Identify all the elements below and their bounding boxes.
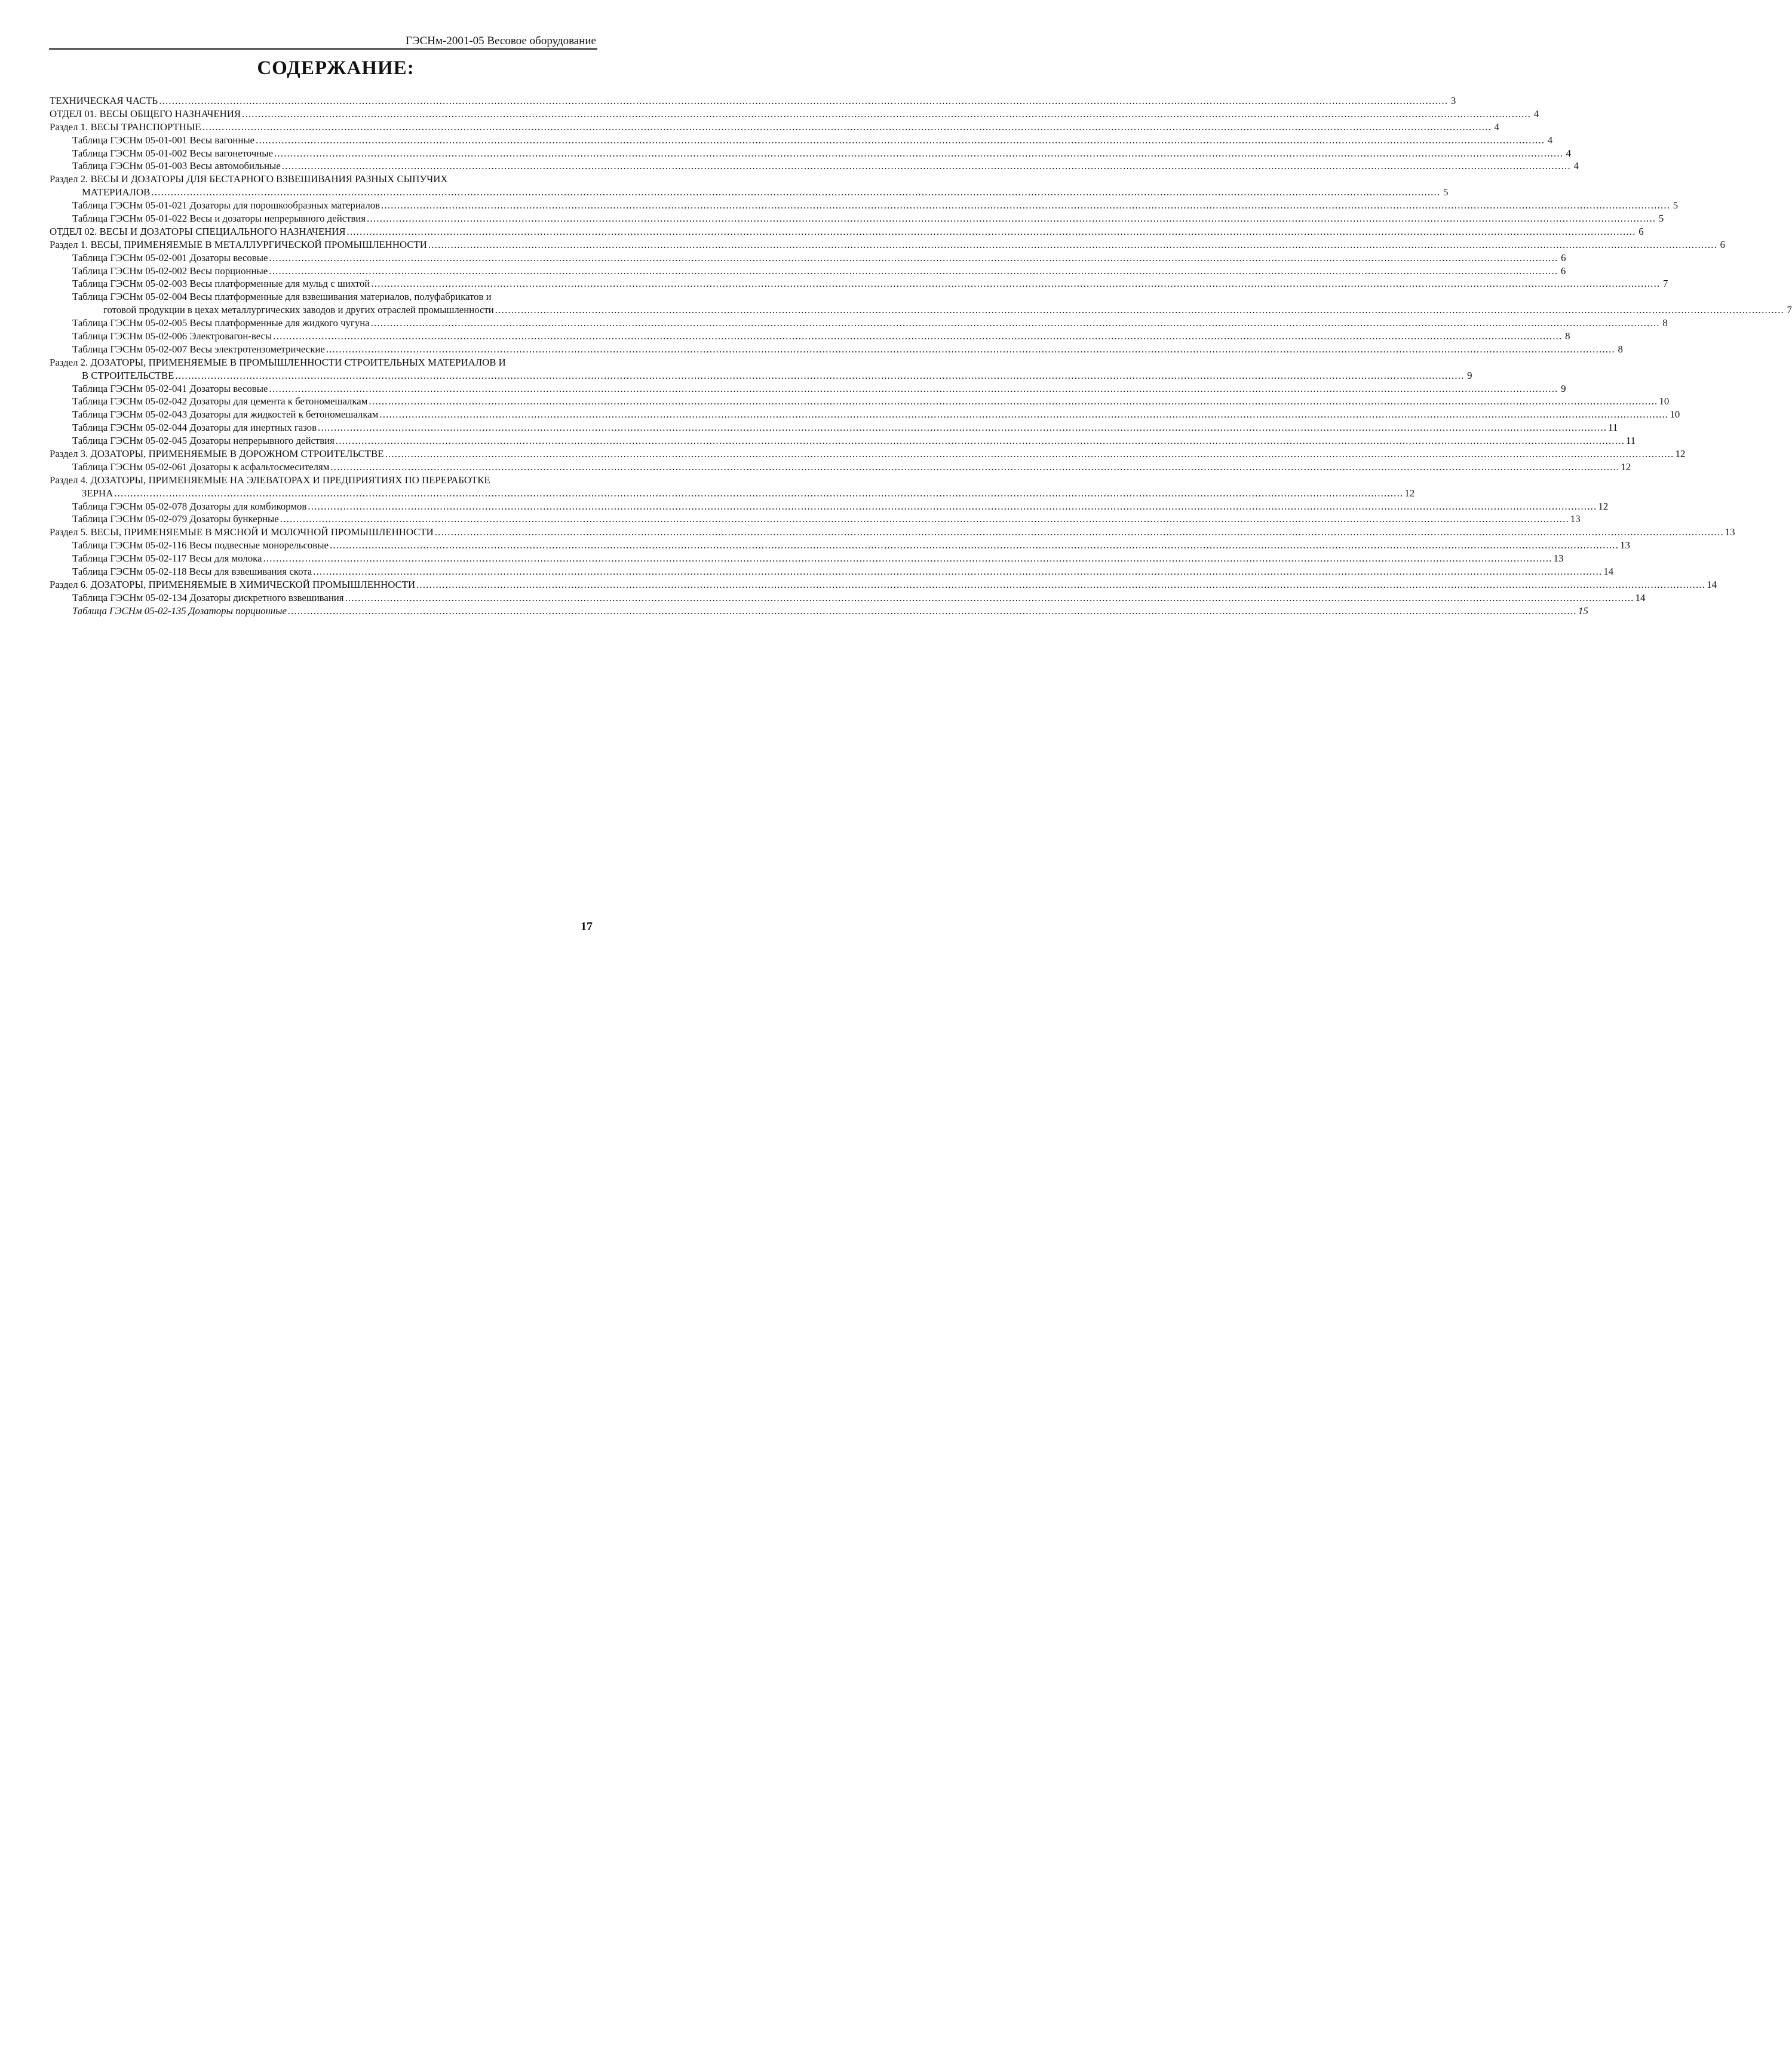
toc-entry-page: 13 xyxy=(1620,539,1630,551)
toc-dot-leader: ................................................................................................................................................................................................................................................................................................................................................................................................................ xyxy=(345,591,1634,603)
toc-entry-title: Таблица ГЭСНм 05-01-003 Весы автомобильные xyxy=(72,160,281,172)
toc-entry-page: 4 xyxy=(1547,134,1553,146)
toc-entry-page: 6 xyxy=(1638,225,1644,237)
header-rule xyxy=(49,48,597,50)
toc-entry-title: Таблица ГЭСНм 05-02-079 Дозаторы бункерные xyxy=(72,513,279,525)
toc-entry xyxy=(50,565,1614,578)
toc-entry xyxy=(50,369,1472,382)
toc-entry-page: 10 xyxy=(1670,409,1680,421)
toc-dot-leader: ................................................................................................................................................................................................................................................................................................................................................................................................................ xyxy=(274,147,1564,159)
toc-dot-leader: ................................................................................................................................................................................................................................................................................................................................................................................................................ xyxy=(151,186,1441,198)
toc-entry-page: 15 xyxy=(1578,605,1588,617)
toc-entry xyxy=(50,252,1566,265)
toc-entry-page: 3 xyxy=(1450,94,1456,106)
toc-entry xyxy=(50,186,1449,199)
toc-entry-title: Таблица ГЭСНм 05-02-006 Электровагон-весы xyxy=(72,330,272,342)
toc-entry-page: 6 xyxy=(1720,238,1726,250)
toc-entry-title: Раздел 5. ВЕСЫ, ПРИМЕНЯЕМЫЕ В МЯСНОЙ И МОЛОЧНОЙ ПРОМЫШЛЕННОСТИ xyxy=(50,526,434,538)
toc-dot-leader: ................................................................................................................................................................................................................................................................................................................................................................................................................ xyxy=(202,121,1492,133)
toc-entry xyxy=(50,94,1456,108)
toc-dot-leader: ................................................................................................................................................................................................................................................................................................................................................................................................................ xyxy=(367,213,1656,224)
toc-entry-title: Таблица ГЭСНм 05-02-045 Дозаторы непрерывного действия xyxy=(72,435,335,447)
running-header: ГЭСНм-2001-05 Весовое оборудование xyxy=(406,35,596,47)
toc-entry-page: 6 xyxy=(1560,265,1566,277)
toc-entry-title: Таблица ГЭСНм 05-02-005 Весы платформенные для жидкого чугуна xyxy=(72,317,370,329)
toc-entry xyxy=(50,265,1566,278)
toc-entry-page: 12 xyxy=(1675,448,1686,460)
toc-entry-page: 6 xyxy=(1561,252,1566,263)
toc-entry xyxy=(50,160,1579,173)
toc-dot-leader: ................................................................................................................................................................................................................................................................................................................................................................................................................ xyxy=(263,553,1552,565)
toc-entry xyxy=(50,500,1609,513)
toc-entry xyxy=(50,343,1623,356)
toc-entry-title: Таблица ГЭСНм 05-02-041 Дозаторы весовые xyxy=(72,382,268,394)
toc-dot-leader: ................................................................................................................................................................................................................................................................................................................................................................................................................ xyxy=(416,578,1706,590)
toc-entry-page: 9 xyxy=(1467,369,1472,381)
toc-dot-leader: ................................................................................................................................................................................................................................................................................................................................................................................................................ xyxy=(269,382,1558,394)
toc-entry xyxy=(50,591,1646,605)
toc-entry xyxy=(50,421,1618,434)
toc-entry-page: 13 xyxy=(1725,526,1735,538)
toc-dot-leader: ................................................................................................................................................................................................................................................................................................................................................................................................................ xyxy=(371,278,1661,290)
toc-entry-page: 5 xyxy=(1673,200,1679,211)
toc-entry xyxy=(50,317,1668,330)
toc-entry-title: ОТДЕЛ 02. ВЕСЫ И ДОЗАТОРЫ СПЕЦИАЛЬНОГО НАЗНАЧЕНИЯ xyxy=(50,225,346,237)
toc-entry-title: ТЕХНИЧЕСКАЯ ЧАСТЬ xyxy=(50,94,158,106)
toc-dot-leader: ................................................................................................................................................................................................................................................................................................................................................................................................................ xyxy=(318,422,1607,434)
toc-entry xyxy=(50,134,1553,147)
toc-entry xyxy=(50,330,1570,343)
toc-dot-leader: ................................................................................................................................................................................................................................................................................................................................................................................................................ xyxy=(114,487,1404,499)
toc-entry-page: 12 xyxy=(1598,500,1609,512)
toc-dot-leader: ................................................................................................................................................................................................................................................................................................................................................................................................................ xyxy=(335,435,1625,447)
toc-entry-page: 8 xyxy=(1565,330,1570,342)
toc-entry-title: Таблица ГЭСНм 05-02-043 Дозаторы для жидкостей к бетономешалкам xyxy=(72,409,379,421)
toc-entry-title: Таблица ГЭСНм 05-02-117 Весы для молока xyxy=(72,553,262,565)
toc-entry-title: Таблица ГЭСНм 05-01-002 Весы вагонеточные xyxy=(72,147,274,159)
toc-entry-title: Таблица ГЭСНм 05-01-022 Весы и дозаторы непрерывного действия xyxy=(72,213,366,224)
toc-entry-title: Раздел 1. ВЕСЫ, ПРИМЕНЯЕМЫЕ В МЕТАЛЛУРГИЧЕСКОЙ ПРОМЫШЛЕННОСТИ xyxy=(50,238,427,250)
toc-entry-title: Раздел 3. ДОЗАТОРЫ, ПРИМЕНЯЕМЫЕ В ДОРОЖНОМ СТРОИТЕЛЬСТВЕ xyxy=(50,448,384,460)
toc-entry-page: 14 xyxy=(1603,566,1614,578)
toc-entry xyxy=(50,199,1679,212)
toc-entry-page: 5 xyxy=(1443,186,1449,198)
toc-entry-page: 13 xyxy=(1570,513,1581,525)
page-number: 17 xyxy=(581,920,593,933)
toc-entry xyxy=(50,225,1644,238)
toc-entry xyxy=(50,447,1686,461)
toc-dot-leader: ................................................................................................................................................................................................................................................................................................................................................................................................................ xyxy=(326,343,1615,355)
toc-dot-leader: ................................................................................................................................................................................................................................................................................................................................................................................................................ xyxy=(242,108,1532,119)
toc-entry-title: МАТЕРИАЛОВ xyxy=(82,186,151,198)
toc-dot-leader: ................................................................................................................................................................................................................................................................................................................................................................................................................ xyxy=(379,409,1669,421)
toc-entry-title: Таблица ГЭСНм 05-02-004 Весы платформенные для взвешивания материалов, полуфабрикатов и xyxy=(72,291,492,303)
toc-dot-leader: ................................................................................................................................................................................................................................................................................................................................................................................................................ xyxy=(381,200,1671,211)
toc-entry-title: Таблица ГЭСНм 05-02-007 Весы электротензометрические xyxy=(72,343,325,355)
toc-entry-page: 7 xyxy=(1663,278,1668,290)
toc-entry-title: ЗЕРНА xyxy=(82,487,113,499)
toc-entry xyxy=(50,513,1581,526)
toc-entry xyxy=(50,121,1499,134)
toc-entry-title: Таблица ГЭСНм 05-02-002 Весы порционные xyxy=(72,265,268,277)
toc-entry xyxy=(50,108,1539,121)
toc-dot-leader: ................................................................................................................................................................................................................................................................................................................................................................................................................ xyxy=(280,513,1569,525)
toc-dot-leader: ................................................................................................................................................................................................................................................................................................................................................................................................................ xyxy=(269,265,1558,277)
toc-dot-leader: ................................................................................................................................................................................................................................................................................................................................................................................................................ xyxy=(370,317,1660,329)
table-of-contents xyxy=(50,94,1792,618)
toc-dot-leader: ................................................................................................................................................................................................................................................................................................................................................................................................................ xyxy=(428,238,1718,250)
toc-entry-page: 10 xyxy=(1659,395,1670,407)
toc-dot-leader: ................................................................................................................................................................................................................................................................................................................................................................................................................ xyxy=(159,94,1449,106)
toc-entry-title: В СТРОИТЕЛЬСТВЕ xyxy=(82,369,174,381)
toc-entry-page: 4 xyxy=(1573,160,1579,172)
toc-entry-title: Раздел 1. ВЕСЫ ТРАНСПОРТНЫЕ xyxy=(50,121,201,133)
toc-entry-page: 11 xyxy=(1608,422,1618,434)
toc-entry-title: Таблица ГЭСНм 05-02-001 Дозаторы весовые xyxy=(72,252,268,263)
toc-entry-title: Таблица ГЭСНм 05-02-118 Весы для взвешивания скота xyxy=(72,566,312,578)
toc-entry-title: Таблица ГЭСНм 05-02-134 Дозаторы дискретного взвешивания xyxy=(72,591,344,603)
toc-entry xyxy=(50,578,1717,591)
toc-entry-page: 5 xyxy=(1658,213,1664,224)
toc-entry xyxy=(50,356,595,369)
toc-dot-leader: ................................................................................................................................................................................................................................................................................................................................................................................................................ xyxy=(369,395,1658,407)
toc-dot-leader: ................................................................................................................................................................................................................................................................................................................................................................................................................ xyxy=(256,134,1545,146)
toc-dot-leader: ................................................................................................................................................................................................................................................................................................................................................................................................................ xyxy=(313,566,1603,578)
toc-entry xyxy=(50,408,1680,421)
toc-entry-title: Раздел 2. ДОЗАТОРЫ, ПРИМЕНЯЕМЫЕ В ПРОМЫШЛЕННОСТИ СТРОИТЕЛЬНЫХ МАТЕРИАЛОВ И xyxy=(50,356,506,368)
toc-dot-leader: ................................................................................................................................................................................................................................................................................................................................................................................................................ xyxy=(308,500,1597,512)
toc-entry xyxy=(50,552,1564,565)
toc-entry-title: Таблица ГЭСНм 05-02-044 Дозаторы для инертных газов xyxy=(72,422,317,434)
toc-entry-title: Раздел 2. ВЕСЫ И ДОЗАТОРЫ ДЛЯ БЕСТАРНОГО ВЗВЕШИВАНИЯ РАЗНЫХ СЫПУЧИХ xyxy=(50,173,448,185)
toc-entry xyxy=(50,382,1566,395)
toc-entry xyxy=(50,290,595,303)
toc-entry-title: Раздел 4. ДОЗАТОРЫ, ПРИМЕНЯЕМЫЕ НА ЭЛЕВАТОРАХ И ПРЕДПРИЯТИЯХ ПО ПЕРЕРАБОТКЕ xyxy=(50,474,490,486)
toc-entry xyxy=(50,173,595,186)
toc-entry-page: 12 xyxy=(1404,487,1415,499)
toc-entry xyxy=(50,238,1726,252)
toc-entry xyxy=(50,474,595,487)
toc-entry-title: Таблица ГЭСНм 05-02-116 Весы подвесные монорельсовые xyxy=(72,539,329,551)
toc-entry-page: 9 xyxy=(1561,382,1566,394)
toc-entry-page: 12 xyxy=(1621,461,1631,473)
toc-entry xyxy=(50,605,1588,618)
toc-dot-leader: ................................................................................................................................................................................................................................................................................................................................................................................................................ xyxy=(273,330,1563,342)
toc-entry-title: готовой продукции в цехах металлургических заводов и других отраслей промышленности xyxy=(103,304,494,316)
toc-dot-leader: ................................................................................................................................................................................................................................................................................................................................................................................................................ xyxy=(269,252,1558,263)
toc-dot-leader: ................................................................................................................................................................................................................................................................................................................................................................................................................ xyxy=(434,526,1724,538)
toc-entry-page: 8 xyxy=(1618,343,1623,355)
toc-entry xyxy=(50,303,1792,317)
toc-entry-title: Раздел 6. ДОЗАТОРЫ, ПРИМЕНЯЕМЫЕ В ХИМИЧЕСКОЙ ПРОМЫШЛЕННОСТИ xyxy=(50,578,416,590)
toc-dot-leader: ................................................................................................................................................................................................................................................................................................................................................................................................................ xyxy=(175,369,1465,381)
toc-entry-title: Таблица ГЭСНм 05-02-078 Дозаторы для комбикормов xyxy=(72,500,307,512)
toc-entry-page: 11 xyxy=(1626,435,1636,447)
toc-entry-page: 4 xyxy=(1566,147,1572,159)
page-title: СОДЕРЖАНИЕ: xyxy=(257,57,415,79)
toc-entry-page: 13 xyxy=(1553,553,1564,565)
toc-entry-title: Таблица ГЭСНм 05-02-042 Дозаторы для цемента к бетономешалкам xyxy=(72,395,368,407)
toc-entry-page: 4 xyxy=(1494,121,1499,133)
toc-entry-page: 14 xyxy=(1707,578,1717,590)
toc-entry xyxy=(50,147,1572,160)
toc-entry-page: 8 xyxy=(1662,317,1668,329)
toc-entry-page: 14 xyxy=(1635,591,1646,603)
toc-entry-title: Таблица ГЭСНм 05-01-001 Весы вагонные xyxy=(72,134,255,146)
toc-dot-leader: ................................................................................................................................................................................................................................................................................................................................................................................................................ xyxy=(329,539,1619,551)
toc-dot-leader: ................................................................................................................................................................................................................................................................................................................................................................................................................ xyxy=(346,225,1636,237)
toc-entry-page: 4 xyxy=(1533,108,1539,119)
toc-dot-leader: ................................................................................................................................................................................................................................................................................................................................................................................................................ xyxy=(385,448,1674,460)
toc-dot-leader: ................................................................................................................................................................................................................................................................................................................................................................................................................ xyxy=(287,605,1578,617)
toc-dot-leader: ................................................................................................................................................................................................................................................................................................................................................................................................................ xyxy=(495,304,1784,316)
toc-entry xyxy=(50,461,1631,474)
toc-entry xyxy=(50,277,1668,290)
toc-entry xyxy=(50,212,1664,225)
toc-entry-title: ОТДЕЛ 01. ВЕСЫ ОБЩЕГО НАЗНАЧЕНИЯ xyxy=(50,108,241,119)
toc-entry-title: Таблица ГЭСНм 05-02-061 Дозаторы к асфальтосмесителям xyxy=(72,461,330,473)
toc-entry-title: Таблица ГЭСНм 05-02-135 Дозаторы порционные xyxy=(72,605,287,617)
toc-entry xyxy=(50,526,1735,539)
toc-dot-leader: ................................................................................................................................................................................................................................................................................................................................................................................................................ xyxy=(281,160,1571,172)
toc-entry xyxy=(50,539,1630,552)
toc-entry-title: Таблица ГЭСНм 05-02-003 Весы платформенные для мульд с шихтой xyxy=(72,278,370,290)
toc-entry xyxy=(50,487,1415,500)
toc-entry xyxy=(50,434,1636,447)
toc-entry-page: 7 xyxy=(1787,304,1792,316)
toc-dot-leader: ................................................................................................................................................................................................................................................................................................................................................................................................................ xyxy=(330,461,1620,473)
toc-entry xyxy=(50,395,1670,408)
toc-entry-title: Таблица ГЭСНм 05-01-021 Дозаторы для порошкообразных материалов xyxy=(72,200,381,211)
